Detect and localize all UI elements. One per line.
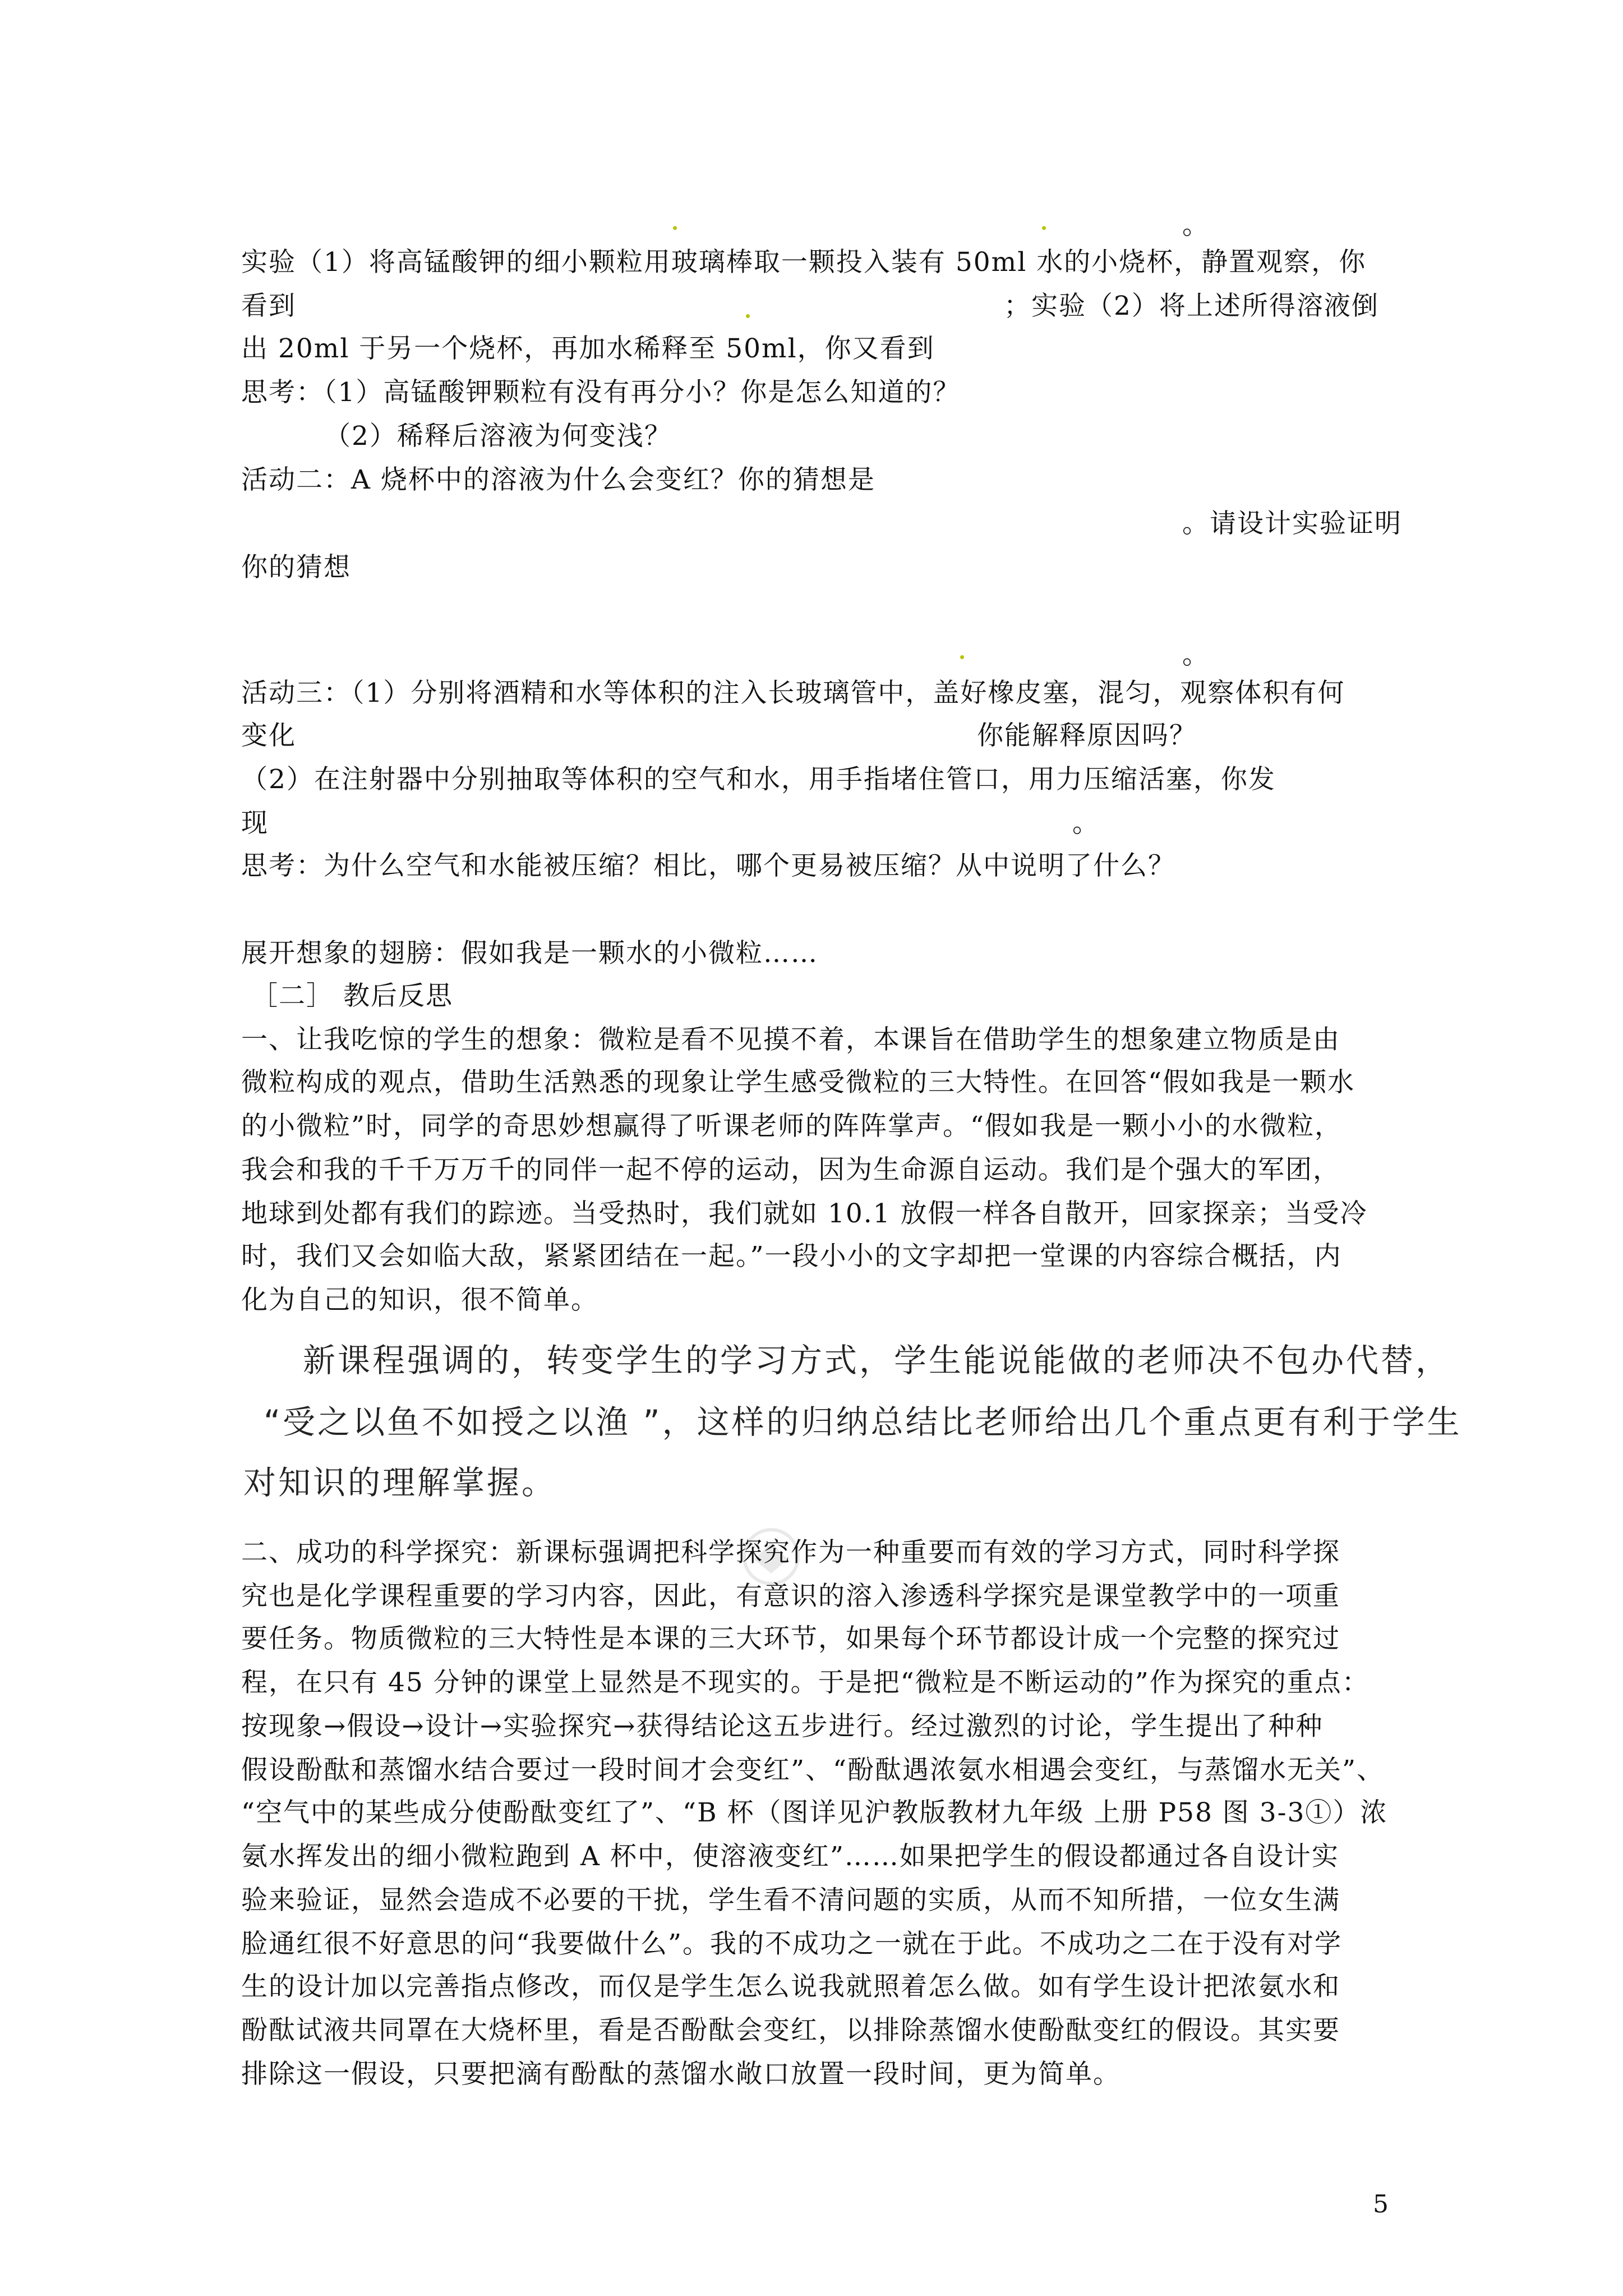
activity2-period: 。 — [1182, 639, 1210, 670]
reflection2-line: 脸通红很不好意思的问“我要做什么”。我的不成功之一就在于此。不成功之二在于没有对学 — [241, 1929, 1343, 1959]
scanned-text-line: 对知识的理解掌握。 — [243, 1464, 557, 1502]
top-period: 。 — [1182, 210, 1210, 241]
section-heading: ［二］ 教后反思 — [251, 981, 453, 1011]
activity1-think1: 思考：（1）高锰酸钾颗粒有没有再分小？你是怎么知道的？ — [241, 377, 961, 408]
reflection1-line: 化为自己的知识，很不简单。 — [241, 1285, 598, 1315]
page-number: 5 — [1373, 2190, 1389, 2219]
dot-mark — [673, 226, 677, 230]
reflection2-line: 究也是化学课程重要的学习内容，因此，有意识的溶入渗透科学探究是课堂教学中的一项重 — [241, 1581, 1340, 1612]
reflection2-line: 要任务。物质微粒的三大特性是本课的三大环节，如果每个环节都设计成一个完整的探究过 — [241, 1623, 1340, 1654]
activity3-line4-start: 现 — [241, 808, 269, 839]
imagine-line: 展开想象的翅膀：假如我是一颗水的小微粒…… — [241, 938, 818, 969]
activity1-think2: （2）稀释后溶液为何变浅？ — [324, 421, 672, 452]
activity3-line4-end: 。 — [1072, 808, 1100, 839]
activity1-line1: 实验（1）将高锰酸钾的细小颗粒用玻璃棒取一颗投入装有 50ml 水的小烧杯，静置观察，你 — [241, 247, 1367, 278]
reflection1-line: 微粒构成的观点，借助生活熟悉的现象让学生感受微粒的三大特性。在回答“假如我是一颗水 — [241, 1067, 1355, 1098]
activity1-line2-end: ；实验（2）将上述所得溶液倒 — [1004, 291, 1379, 321]
activity1-line3: 出 20ml 于另一个烧杯，再加水稀释至 50ml，你又看到 — [241, 333, 935, 364]
activity2-line3: 你的猜想 — [241, 552, 351, 583]
reflection1-line: 时，我们又会如临大敌，紧紧团结在一起。”一段小小的文字却把一堂课的内容综合概括，内 — [241, 1241, 1342, 1272]
reflection1-line: 一、让我吃惊的学生的想象：微粒是看不见摸不着，本课旨在借助学生的想象建立物质是由 — [241, 1024, 1340, 1055]
reflection2-line: 验来验证，显然会造成不必要的干扰，学生看不清问题的实质，从而不知所措，一位女生满 — [241, 1885, 1340, 1916]
dot-mark — [960, 655, 964, 659]
reflection2-line: 酚酞试液共同罩在大烧杯里，看是否酚酞会变红，以排除蒸馏水使酚酞变红的假设。其实要 — [241, 2015, 1340, 2046]
activity3-think: 思考：为什么空气和水能被压缩？相比，哪个更易被压缩？从中说明了什么？ — [241, 850, 1175, 881]
reflection1-line: 的小微粒”时，同学的奇思妙想赢得了听课老师的阵阵掌声。“假如我是一颗小小的水微粒， — [241, 1111, 1343, 1142]
activity3-line2-start: 变化 — [241, 720, 296, 751]
reflection2-line: 氨水挥发出的细小微粒跑到 A 杯中，使溶液变红”……如果把学生的假设都通过各自设计实 — [241, 1841, 1339, 1872]
reflection2-line: 生的设计加以完善指点修改，而仅是学生怎么说我就照着怎么做。如有学生设计把浓氨水和 — [241, 1971, 1340, 2002]
reflection2-line: 排除这一假设，只要把滴有酚酞的蒸馏水敞口放置一段时间，更为简单。 — [241, 2059, 1121, 2090]
activity1-line2-start: 看到 — [241, 291, 296, 321]
scanned-text-line: 新课程强调的，转变学生的学习方式，学生能说能做的老师决不包办代替， — [303, 1341, 1451, 1379]
dot-mark — [746, 314, 750, 318]
dot-mark — [1042, 226, 1046, 230]
activity3-line2-end: 你能解释原因吗？ — [977, 720, 1197, 751]
scanned-text-line: “受之以鱼不如授之以渔 ”，这样的归纳总结比老师给出几个重点更有利于学生 — [264, 1403, 1462, 1441]
reflection2-line: “空气中的某些成分使酚酞变红了”、“B 杯（图详见沪教版教材九年级 上册 P58 图 3-3①）浓 — [241, 1797, 1388, 1828]
reflection1-line: 我会和我的千千万万千的同伴一起不停的运动，因为生命源自运动。我们是个强大的军团， — [241, 1154, 1340, 1185]
reflection1-line: 地球到处都有我们的踪迹。当受热时，我们就如 10.1 放假一样各自散开，回家探亲；当受冷 — [241, 1198, 1368, 1229]
activity2-line1: 活动二：A 烧杯中的溶液为什么会变红？你的猜想是 — [241, 464, 875, 495]
activity3-line1: 活动三：（1）分别将酒精和水等体积的注入长玻璃管中，盖好橡皮塞，混匀，观察体积有何 — [241, 678, 1345, 708]
reflection2-line: 程，在只有 45 分钟的课堂上显然是不现实的。于是把“微粒是不断运动的”作为探究的重点： — [241, 1667, 1370, 1698]
reflection2-line: 二、成功的科学探究：新课标强调把科学探究作为一种重要而有效的学习方式，同时科学探 — [241, 1537, 1340, 1568]
activity2-line2: 。请设计实验证明 — [1182, 508, 1402, 539]
reflection2-line: 假设酚酞和蒸馏水结合要过一段时间才会变红”、“酚酞遇浓氨水相遇会变红，与蒸馏水无关”、 — [241, 1755, 1385, 1786]
activity3-line3: （2）在注射器中分别抽取等体积的空气和水，用手指堵住管口，用力压缩活塞，你发 — [241, 764, 1276, 795]
reflection2-line: 按现象→假设→设计→实验探究→获得结论这五步进行。经过激烈的讨论，学生提出了种种 — [241, 1711, 1324, 1742]
